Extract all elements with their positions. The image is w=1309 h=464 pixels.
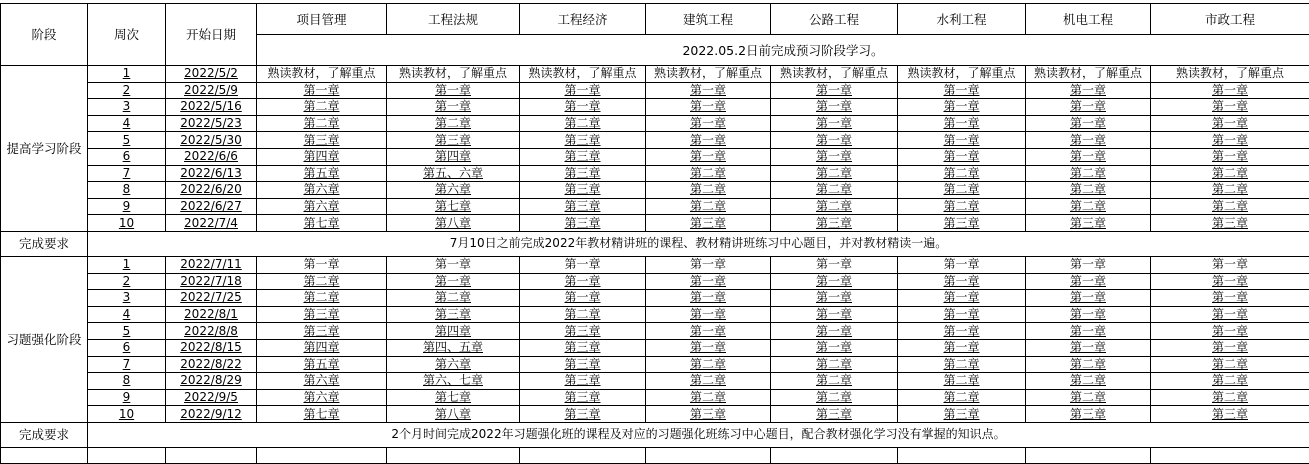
requirement-row — [1, 422, 1309, 447]
week-cell: 8 — [88, 373, 166, 390]
stage-label: 提高学习阶段 — [1, 66, 88, 232]
table-row — [1, 306, 1309, 323]
chapter-cell: 第三章 — [387, 306, 520, 323]
chapter-cell: 第一章 — [898, 306, 1026, 323]
chapter-cell: 熟读教材，了解重点 — [898, 66, 1026, 83]
date-cell: 2022/8/15 — [166, 339, 257, 356]
chapter-cell: 第三章 — [771, 406, 898, 423]
chapter-cell: 第七章 — [387, 389, 520, 406]
chapter-cell: 第一章 — [898, 273, 1026, 290]
chapter-cell: 第二章 — [898, 182, 1026, 199]
table-row — [1, 215, 1309, 232]
date-cell: 2022/5/2 — [166, 66, 257, 83]
chapter-cell: 第三章 — [520, 339, 646, 356]
chapter-cell: 第二章 — [898, 165, 1026, 182]
week-cell: 6 — [88, 339, 166, 356]
header-subject: 公路工程 — [771, 4, 898, 35]
chapter-cell: 熟读教材，了解重点 — [771, 66, 898, 83]
chapter-cell: 第一章 — [898, 290, 1026, 307]
header-week: 周次 — [88, 4, 166, 66]
chapter-cell: 第二章 — [1026, 182, 1151, 199]
header-subject: 项目管理 — [257, 4, 387, 35]
chapter-cell: 第二章 — [257, 273, 387, 290]
chapter-cell: 第一章 — [771, 256, 898, 273]
week-cell: 10 — [88, 406, 166, 423]
chapter-cell: 第二章 — [1151, 198, 1309, 215]
chapter-cell: 第一章 — [646, 99, 771, 116]
week-cell: 5 — [88, 132, 166, 149]
date-cell: 2022/6/20 — [166, 182, 257, 199]
chapter-cell: 第二章 — [1026, 389, 1151, 406]
date-cell: 2022/6/27 — [166, 198, 257, 215]
chapter-cell: 第一章 — [898, 339, 1026, 356]
chapter-cell: 第二章 — [1151, 373, 1309, 390]
table-row — [1, 273, 1309, 290]
table-row — [1, 356, 1309, 373]
chapter-cell: 第七章 — [387, 198, 520, 215]
chapter-cell: 第一章 — [1151, 256, 1309, 273]
chapter-cell: 第一章 — [257, 82, 387, 99]
chapter-cell: 第三章 — [1026, 406, 1151, 423]
chapter-cell: 第一章 — [520, 290, 646, 307]
chapter-cell: 第三章 — [520, 198, 646, 215]
chapter-cell: 第二章 — [898, 198, 1026, 215]
chapter-cell: 第二章 — [771, 198, 898, 215]
chapter-cell: 第一章 — [1151, 273, 1309, 290]
chapter-cell: 第二章 — [771, 165, 898, 182]
date-cell: 2022/7/11 — [166, 256, 257, 273]
chapter-cell: 熟读教材，了解重点 — [257, 66, 387, 83]
date-cell: 2022/7/4 — [166, 215, 257, 232]
chapter-cell: 第一章 — [1026, 256, 1151, 273]
week-cell: 9 — [88, 389, 166, 406]
chapter-cell: 第一章 — [1151, 82, 1309, 99]
chapter-cell: 第一章 — [520, 256, 646, 273]
date-cell: 2022/6/6 — [166, 148, 257, 165]
chapter-cell: 第一章 — [1151, 99, 1309, 116]
chapter-cell: 第四章 — [387, 148, 520, 165]
chapter-cell: 第二章 — [898, 356, 1026, 373]
table-row — [1, 82, 1309, 99]
chapter-cell: 第五章 — [257, 356, 387, 373]
week-cell: 2 — [88, 273, 166, 290]
table-row — [1, 182, 1309, 199]
chapter-cell: 第一章 — [1026, 306, 1151, 323]
chapter-cell: 第三章 — [257, 306, 387, 323]
date-cell: 2022/8/1 — [166, 306, 257, 323]
chapter-cell: 第四、五章 — [387, 339, 520, 356]
chapter-cell: 第三章 — [520, 165, 646, 182]
chapter-cell: 第四章 — [257, 339, 387, 356]
chapter-cell: 第一章 — [1026, 115, 1151, 132]
chapter-cell: 第一章 — [771, 82, 898, 99]
chapter-cell: 第七章 — [257, 215, 387, 232]
header-subject: 市政工程 — [1151, 4, 1309, 35]
chapter-cell: 第一章 — [387, 256, 520, 273]
chapter-cell: 第一章 — [898, 256, 1026, 273]
chapter-cell: 第一章 — [771, 306, 898, 323]
requirement-row — [1, 231, 1309, 256]
chapter-cell: 第二章 — [257, 290, 387, 307]
chapter-cell: 第二章 — [1151, 165, 1309, 182]
requirement-text: 7月10日之前完成2022年教材精讲班的课程、教材精讲班练习中心题目，并对教材精读一遍。 — [88, 231, 1309, 256]
stage-label: 习题强化阶段 — [1, 256, 88, 422]
chapter-cell: 第三章 — [771, 215, 898, 232]
date-cell: 2022/5/23 — [166, 115, 257, 132]
week-cell: 7 — [88, 356, 166, 373]
chapter-cell: 第一章 — [898, 82, 1026, 99]
chapter-cell: 第八章 — [387, 406, 520, 423]
chapter-cell: 第一章 — [898, 115, 1026, 132]
chapter-cell: 第六、七章 — [387, 373, 520, 390]
chapter-cell: 第二章 — [257, 115, 387, 132]
chapter-cell: 第二章 — [257, 99, 387, 116]
chapter-cell: 第二章 — [646, 389, 771, 406]
week-cell: 3 — [88, 290, 166, 307]
date-cell: 2022/7/18 — [166, 273, 257, 290]
chapter-cell: 第三章 — [520, 148, 646, 165]
table-row — [1, 406, 1309, 423]
chapter-cell: 第三章 — [898, 215, 1026, 232]
header-subject: 工程法规 — [387, 4, 520, 35]
table-row — [1, 66, 1309, 83]
week-cell: 1 — [88, 66, 166, 83]
chapter-cell: 第二章 — [387, 290, 520, 307]
header-subject: 建筑工程 — [646, 4, 771, 35]
header-stage: 阶段 — [1, 4, 88, 66]
chapter-cell: 第三章 — [257, 132, 387, 149]
chapter-cell: 第一章 — [1026, 148, 1151, 165]
chapter-cell: 第六章 — [387, 356, 520, 373]
chapter-cell: 第二章 — [646, 182, 771, 199]
chapter-cell: 第三章 — [520, 182, 646, 199]
chapter-cell: 第三章 — [520, 215, 646, 232]
chapter-cell: 熟读教材，了解重点 — [646, 66, 771, 83]
chapter-cell: 第一章 — [520, 99, 646, 116]
chapter-cell: 第二章 — [1026, 373, 1151, 390]
chapter-cell: 第六章 — [257, 198, 387, 215]
chapter-cell: 第一章 — [1026, 99, 1151, 116]
requirement-text: 2个月时间完成2022年习题强化班的课程及对应的习题强化班练习中心题目，配合教材强化学习没有掌握的知识点。 — [88, 422, 1309, 447]
chapter-cell: 第二章 — [387, 115, 520, 132]
chapter-cell: 第二章 — [646, 165, 771, 182]
chapter-cell: 第一章 — [771, 148, 898, 165]
week-cell: 2 — [88, 82, 166, 99]
chapter-cell: 第一章 — [771, 339, 898, 356]
date-cell: 2022/7/25 — [166, 290, 257, 307]
chapter-cell: 第一章 — [1151, 148, 1309, 165]
date-cell: 2022/5/9 — [166, 82, 257, 99]
chapter-cell: 第三章 — [520, 323, 646, 340]
chapter-cell: 第一章 — [646, 339, 771, 356]
table-row — [1, 389, 1309, 406]
chapter-cell: 第一章 — [1026, 132, 1151, 149]
week-cell: 4 — [88, 115, 166, 132]
table-row — [1, 165, 1309, 182]
chapter-cell: 第六章 — [257, 182, 387, 199]
chapter-cell: 第一章 — [1151, 323, 1309, 340]
chapter-cell: 第一章 — [646, 82, 771, 99]
chapter-cell: 熟读教材，了解重点 — [387, 66, 520, 83]
date-cell: 2022/9/5 — [166, 389, 257, 406]
chapter-cell: 第一章 — [1151, 132, 1309, 149]
chapter-cell: 第二章 — [771, 389, 898, 406]
table-row — [1, 198, 1309, 215]
chapter-cell: 第一章 — [898, 132, 1026, 149]
chapter-cell: 第一章 — [646, 290, 771, 307]
week-cell: 7 — [88, 165, 166, 182]
chapter-cell: 第五、六章 — [387, 165, 520, 182]
chapter-cell: 第一章 — [520, 273, 646, 290]
week-cell: 6 — [88, 148, 166, 165]
chapter-cell: 第一章 — [387, 82, 520, 99]
chapter-cell: 第一章 — [387, 273, 520, 290]
chapter-cell: 第一章 — [646, 256, 771, 273]
chapter-cell: 第二章 — [646, 198, 771, 215]
chapter-cell: 第一章 — [1026, 273, 1151, 290]
header-start-date: 开始日期 — [166, 4, 257, 66]
week-cell: 8 — [88, 182, 166, 199]
chapter-cell: 第三章 — [520, 406, 646, 423]
chapter-cell: 第一章 — [646, 306, 771, 323]
chapter-cell: 第一章 — [646, 273, 771, 290]
chapter-cell: 第三章 — [520, 356, 646, 373]
date-cell: 2022/8/22 — [166, 356, 257, 373]
chapter-cell: 第四章 — [387, 323, 520, 340]
chapter-cell: 第二章 — [1026, 198, 1151, 215]
date-cell: 2022/8/8 — [166, 323, 257, 340]
table-row — [1, 323, 1309, 340]
requirement-label: 完成要求 — [1, 422, 88, 447]
chapter-cell: 第一章 — [771, 273, 898, 290]
chapter-cell: 第八章 — [387, 215, 520, 232]
chapter-cell: 第三章 — [520, 373, 646, 390]
chapter-cell: 第一章 — [646, 323, 771, 340]
table-row — [1, 148, 1309, 165]
chapter-cell: 第七章 — [257, 406, 387, 423]
chapter-cell: 第二章 — [771, 356, 898, 373]
header-subject: 机电工程 — [1026, 4, 1151, 35]
chapter-cell: 第三章 — [898, 406, 1026, 423]
chapter-cell: 熟读教材，了解重点 — [1151, 66, 1309, 83]
chapter-cell: 第一章 — [898, 99, 1026, 116]
chapter-cell: 第二章 — [898, 389, 1026, 406]
table-row — [1, 290, 1309, 307]
chapter-cell: 第二章 — [898, 373, 1026, 390]
chapter-cell: 第三章 — [646, 406, 771, 423]
week-cell: 3 — [88, 99, 166, 116]
date-cell: 2022/8/29 — [166, 373, 257, 390]
chapter-cell: 第六章 — [257, 373, 387, 390]
chapter-cell: 第二章 — [771, 373, 898, 390]
chapter-cell: 第一章 — [646, 115, 771, 132]
chapter-cell: 第一章 — [1026, 290, 1151, 307]
chapter-cell: 第四章 — [257, 148, 387, 165]
chapter-cell: 第三章 — [520, 389, 646, 406]
chapter-cell: 第一章 — [771, 132, 898, 149]
header-subject: 工程经济 — [520, 4, 646, 35]
chapter-cell: 第六章 — [257, 389, 387, 406]
chapter-cell: 第三章 — [1151, 406, 1309, 423]
chapter-cell: 第一章 — [646, 132, 771, 149]
chapter-cell: 第一章 — [1151, 290, 1309, 307]
week-cell: 10 — [88, 215, 166, 232]
chapter-cell: 第一章 — [1026, 82, 1151, 99]
week-cell: 5 — [88, 323, 166, 340]
date-cell: 2022/5/16 — [166, 99, 257, 116]
chapter-cell: 第二章 — [646, 356, 771, 373]
preview-note: 2022.05.2日前完成预习阶段学习。 — [257, 35, 1309, 66]
table-row — [1, 373, 1309, 390]
chapter-cell: 熟读教材，了解重点 — [520, 66, 646, 83]
chapter-cell: 第一章 — [257, 256, 387, 273]
week-cell: 1 — [88, 256, 166, 273]
chapter-cell: 第三章 — [646, 215, 771, 232]
table-row — [1, 99, 1309, 116]
chapter-cell: 第一章 — [1026, 339, 1151, 356]
table-row — [1, 339, 1309, 356]
chapter-cell: 第一章 — [898, 148, 1026, 165]
chapter-cell: 第一章 — [520, 82, 646, 99]
chapter-cell: 第二章 — [520, 306, 646, 323]
week-cell: 4 — [88, 306, 166, 323]
chapter-cell: 第三章 — [520, 132, 646, 149]
chapter-cell: 第一章 — [387, 99, 520, 116]
chapter-cell: 第五章 — [257, 165, 387, 182]
chapter-cell: 第二章 — [1026, 356, 1151, 373]
chapter-cell: 第一章 — [771, 323, 898, 340]
chapter-cell: 第二章 — [646, 373, 771, 390]
table-row — [1, 132, 1309, 149]
week-cell: 9 — [88, 198, 166, 215]
date-cell: 2022/6/13 — [166, 165, 257, 182]
chapter-cell: 第二章 — [1151, 389, 1309, 406]
chapter-cell: 第一章 — [771, 99, 898, 116]
chapter-cell: 第三章 — [257, 323, 387, 340]
chapter-cell: 第六章 — [387, 182, 520, 199]
chapter-cell: 第二章 — [771, 182, 898, 199]
chapter-cell: 第三章 — [387, 132, 520, 149]
chapter-cell: 第二章 — [1151, 182, 1309, 199]
chapter-cell: 第一章 — [1026, 323, 1151, 340]
table-row — [1, 256, 1309, 273]
date-cell: 2022/9/12 — [166, 406, 257, 423]
chapter-cell: 第二章 — [1151, 356, 1309, 373]
table-row — [1, 115, 1309, 132]
chapter-cell: 第一章 — [1151, 306, 1309, 323]
chapter-cell: 第一章 — [1151, 339, 1309, 356]
date-cell: 2022/5/30 — [166, 132, 257, 149]
chapter-cell: 第一章 — [1151, 115, 1309, 132]
chapter-cell: 第三章 — [1026, 215, 1151, 232]
chapter-cell: 第一章 — [898, 323, 1026, 340]
chapter-cell: 第二章 — [520, 115, 646, 132]
chapter-cell: 熟读教材，了解重点 — [1026, 66, 1151, 83]
study-schedule-table — [0, 3, 1309, 464]
header-subject: 水利工程 — [898, 4, 1026, 35]
header-row — [1, 4, 1309, 35]
chapter-cell: 第三章 — [1151, 215, 1309, 232]
chapter-cell: 第一章 — [646, 148, 771, 165]
chapter-cell: 第一章 — [771, 115, 898, 132]
chapter-cell: 第一章 — [771, 290, 898, 307]
requirement-label: 完成要求 — [1, 231, 88, 256]
chapter-cell: 第二章 — [1026, 165, 1151, 182]
